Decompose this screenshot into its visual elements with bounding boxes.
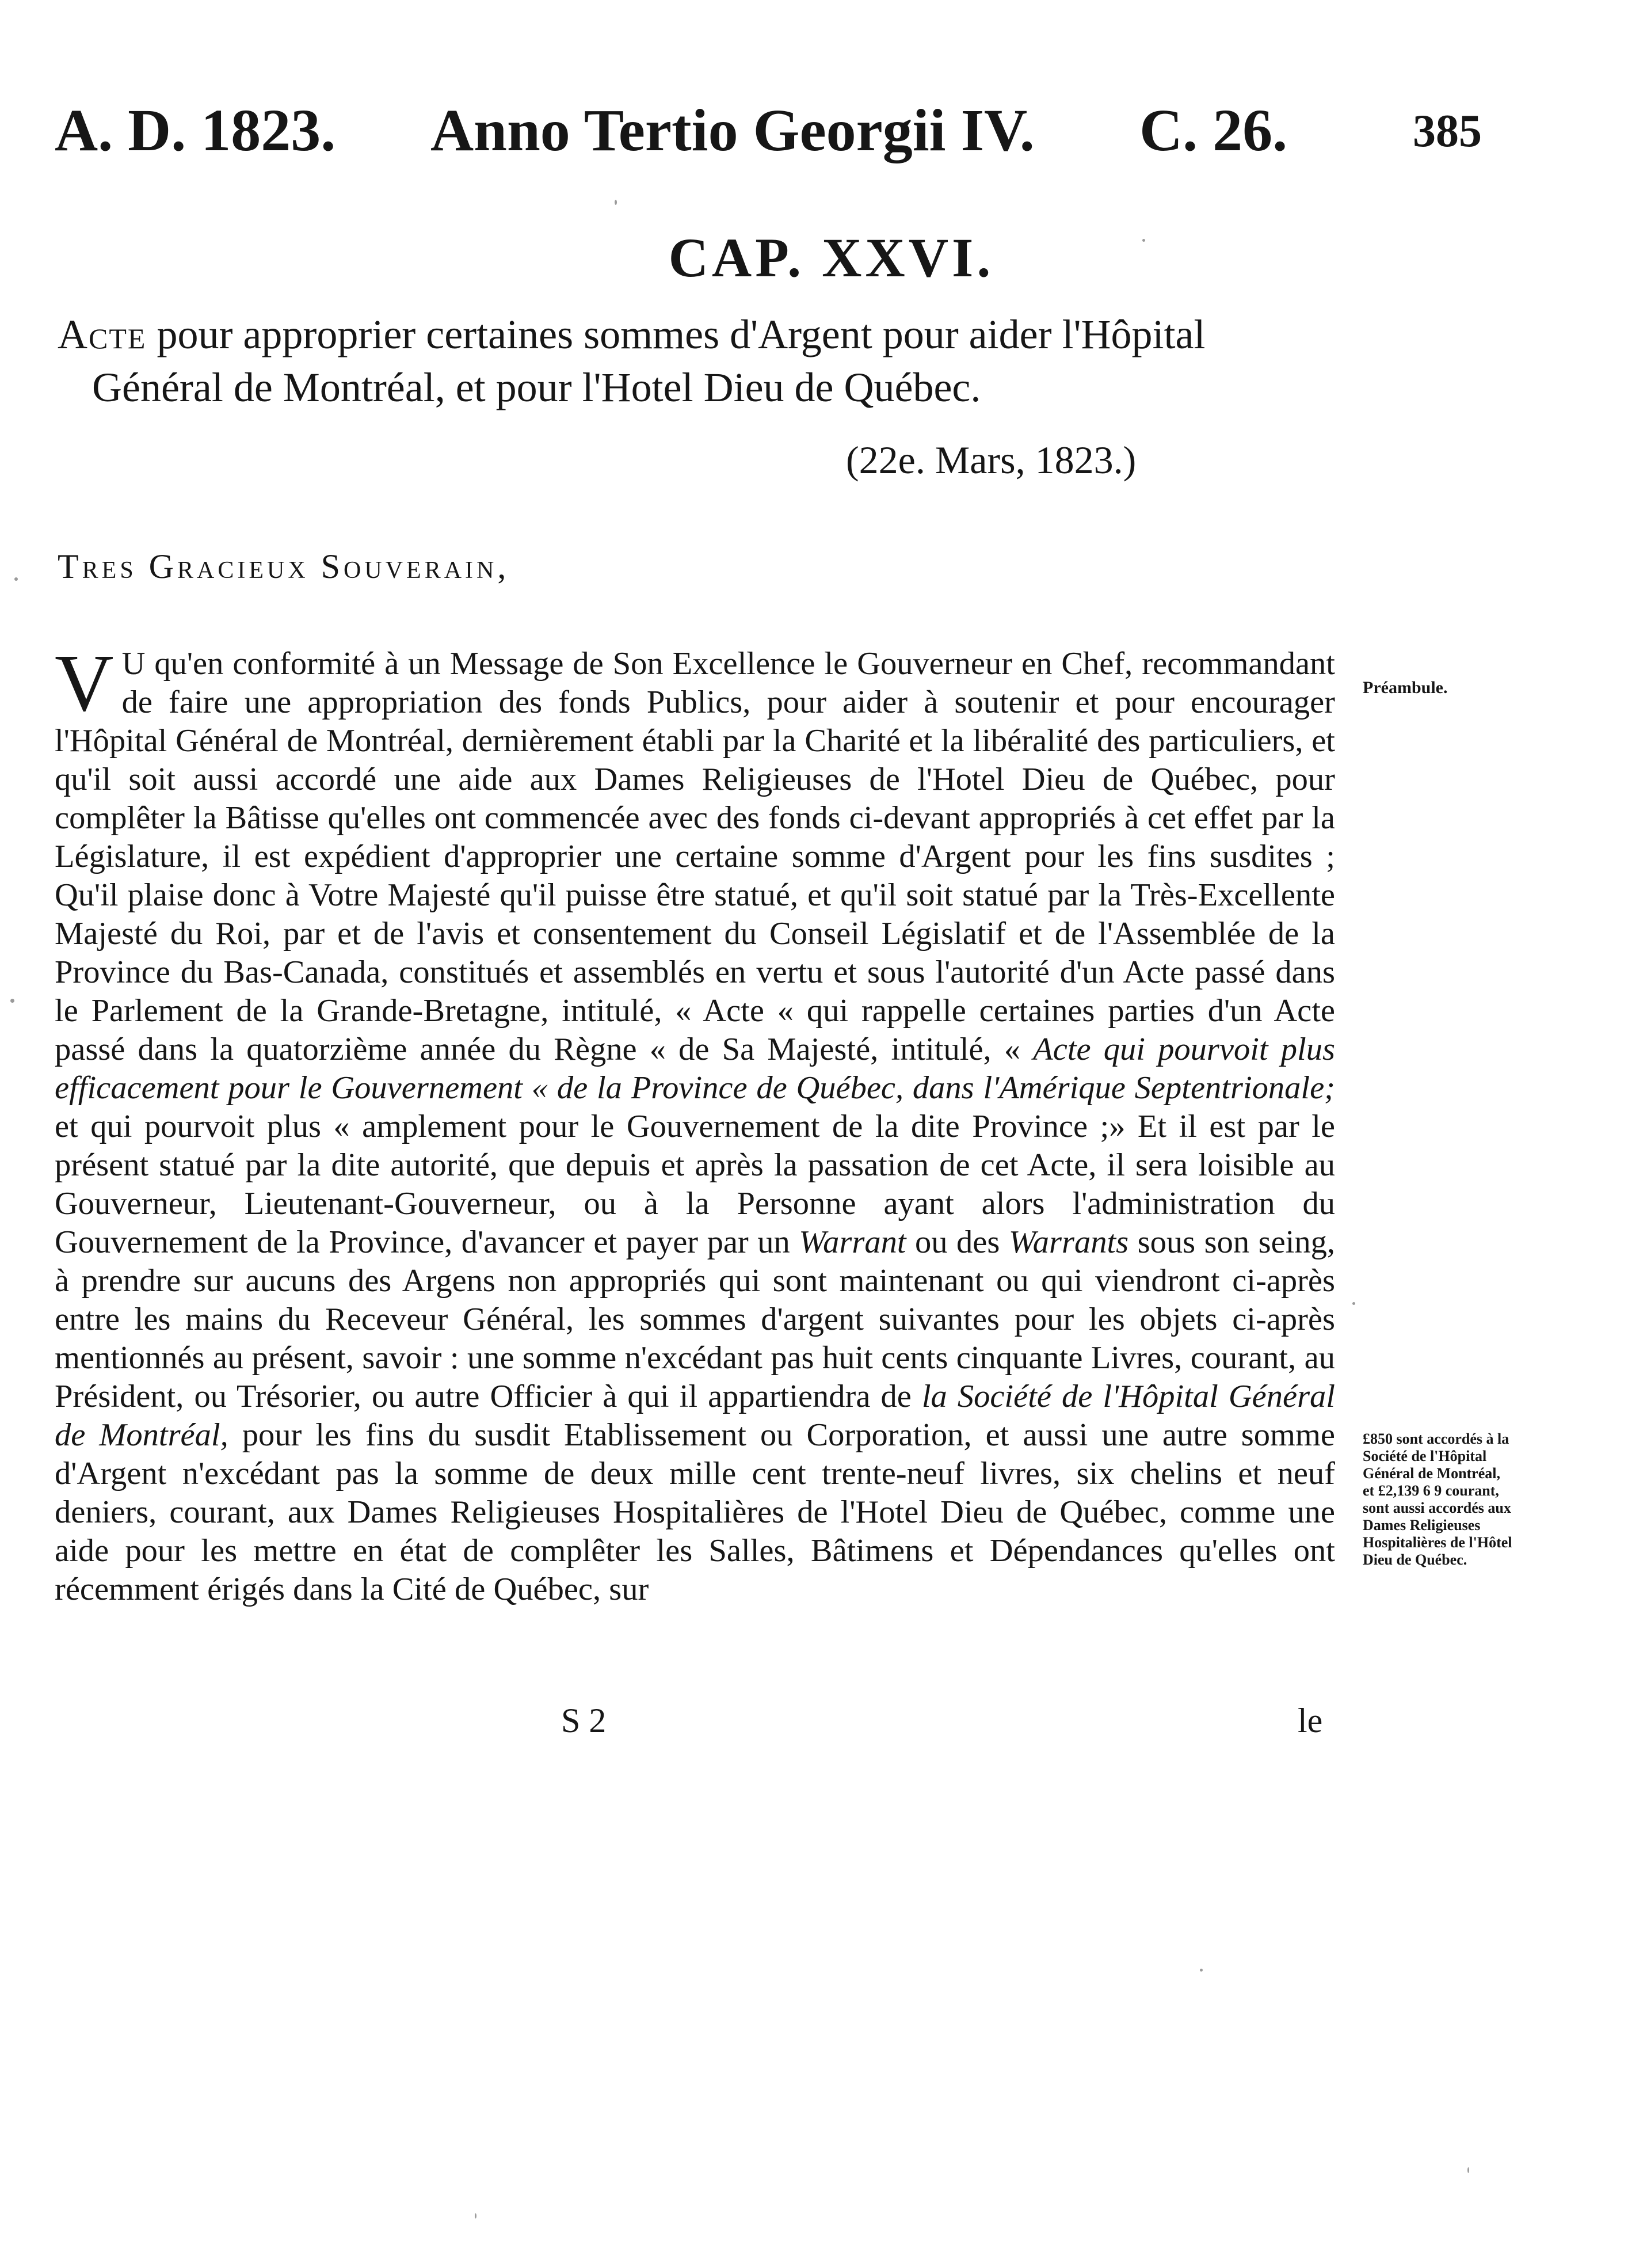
body-warrant-term: Warrant	[799, 1224, 906, 1260]
body-warrants-term: Warrants	[1008, 1224, 1129, 1260]
act-title	[58, 308, 1341, 414]
act-title-lead: Acte	[58, 311, 147, 357]
scan-speck	[14, 577, 18, 581]
body-text-part-4: sous son seing, à prendre sur aucuns des Argens non appropriés qui sont maintenant ou qui viendront ci-après entre les mains du Receveur Général, les sommes d'argent suivantes pour les objets ci-après mentionnés au présent, savoir : une somme n'excédant pas huit cents cinquante Livres, courant, au Président, ou Trésorier, ou autre Officier à qui il appartiendra de	[55, 1224, 1335, 1414]
page-number: 385	[1413, 106, 1482, 157]
scan-speck	[1467, 2167, 1469, 2173]
body-text-part-3: ou des	[915, 1224, 1000, 1260]
act-title-line2: Général de Montréal, et pour l'Hotel Dieu de Québec.	[92, 364, 981, 410]
scan-speck	[1142, 239, 1145, 242]
chapter-heading: CAP. XXVI.	[668, 227, 994, 288]
scan-speck	[615, 200, 617, 205]
body-quoted-title: Acte qui pourvoit plus efficacement pour le Gouvernement « de la Province de Québec, dans l'Amérique Septentrionale;	[55, 1032, 1335, 1106]
enactment-date: (22e. Mars, 1823.)	[846, 438, 1137, 482]
scan-speck	[10, 999, 14, 1003]
margin-note-grant: £850 sont accordés à la Société de l'Hôpital Général de Montréal, et £2,139 6 9 courant, sont aussi accordés aux Dames Religieuses Hospitalières de l'Hôtel Dieu de Québec.	[1363, 1430, 1512, 1568]
scan-speck	[1352, 1302, 1355, 1305]
signature-mark: S 2	[561, 1702, 607, 1740]
salutation: Tres Gracieux Souverain,	[58, 547, 510, 585]
body-text-part-5: pour les fins du susdit Etablissement ou Corporation, et aussi une autre somme d'Argent n'excédant pas la somme de deux mille cent trente-neuf livres, six chelins et neuf deniers, courant, aux Dames Religieuses Hospitalières de l'Hotel Dieu de Québec, comme une aide pour les mettre en état de complêter les Salles, Bâtimens et Dépendances qu'elles ont récemment érigés dans la Cité de Québec, sur	[55, 1417, 1336, 1607]
margin-note-preamble: Préambule.	[1363, 678, 1448, 697]
running-header-chapter: C. 26.	[1139, 97, 1288, 163]
body-paragraph	[55, 637, 1336, 1609]
running-header-title: Anno Tertio Georgii IV.	[430, 97, 1035, 163]
running-header-year: A. D. 1823.	[55, 97, 336, 163]
act-title-line1: pour approprier certaines sommes d'Argent pour aider l'Hôpital	[157, 311, 1206, 357]
scan-speck	[1200, 1969, 1203, 1972]
body-text-part-2: et qui pourvoit plus « amplement pour le Gouvernement de la dite Province ;» Et il est par le présent statué par la dite autorité, que depuis et après la passation de cet Acte, il sera loisible au Gouverneur, Lieutenant-Gouverneur, ou à la Personne ayant alors l'administration du Gouvernement de la Province, d'avancer et payer par un	[55, 1109, 1335, 1260]
drop-cap: V	[55, 637, 114, 728]
catchword: le	[1298, 1702, 1323, 1740]
body-society-name: la Société de l'Hôpital Général de Montréal,	[55, 1379, 1335, 1453]
body-text-part-1: U qu'en conformité à un Message de Son Excellence le Gouverneur en Chef, recommandant de faire une appropriation des fonds Publics, pour aider à soutenir et pour encourager l'Hôpital Général de Montréal, dernièrement établi par la Charité et la libéralité des particuliers, et qu'il soit aussi accordé une aide aux Dames Religieuses de l'Hotel Dieu de Québec, pour complêter la Bâtisse qu'elles ont commencée avec des fonds ci-devant appropriés à cet effet par la Législature, il est expédient d'approprier une certaine somme d'Argent pour les fins susdites ; Qu'il plaise donc à Votre Majesté qu'il puisse être statué, et qu'il soit statué par la Très-Excellente Majesté du Roi, par et de l'avis et consentement du Conseil Législatif et de l'Assemblée de la Province du Bas-Canada, constitués et assemblés en vertu et sous l'autorité d'un Acte passé dans le Parlement de la Grande-Bretagne, intitulé, « Acte « qui rappelle certaines parties d'un Acte passé dans la quatorzième année du Règne « de Sa Majesté, intitulé, «	[55, 646, 1335, 1067]
scan-speck	[475, 2213, 476, 2218]
